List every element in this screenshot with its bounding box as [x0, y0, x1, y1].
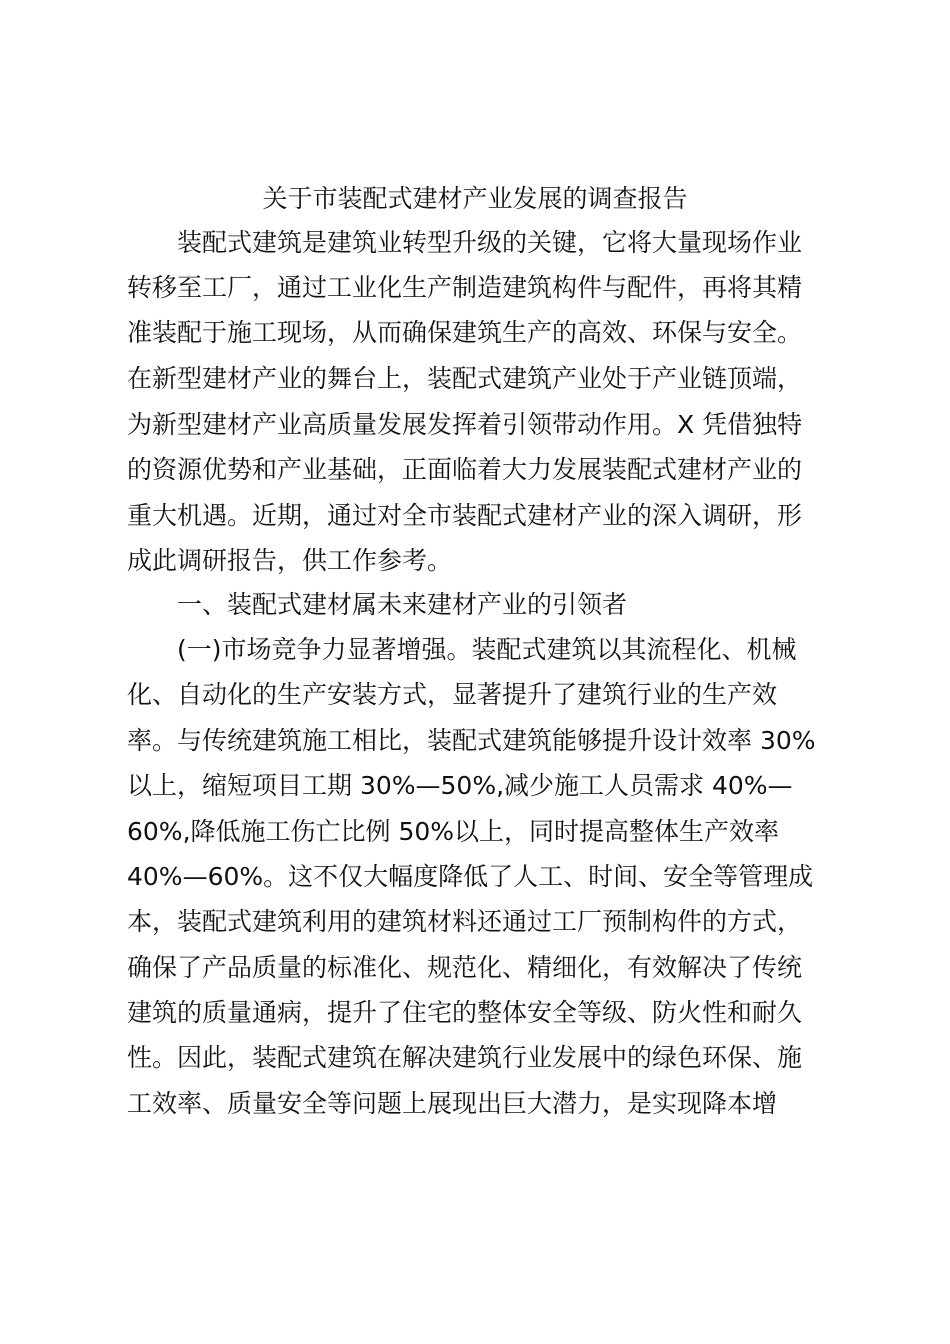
paragraph-line: 60%,降低施工伤亡比例 50%以上，同时提高整体生产效率: [127, 817, 780, 846]
paragraph-line: 40%—60%。这不仅大幅度降低了人工、时间、安全等管理成: [127, 862, 814, 891]
paragraph-line: 准装配于施工现场，从而确保建筑生产的高效、环保与安全。: [127, 318, 803, 347]
paragraph-line: 工效率、质量安全等问题上展现出巨大潜力，是实现降本增: [127, 1089, 778, 1118]
section-heading: 一、装配式建材属未来建材产业的引领者: [177, 590, 628, 619]
paragraph-line: (一)市场竞争力显著增强。装配式建筑以其流程化、机械: [177, 635, 797, 664]
paragraph-line: 在新型建材产业的舞台上，装配式建筑产业处于产业链顶端，: [127, 364, 803, 393]
paragraph-line: 成此调研报告，供工作参考。: [127, 546, 453, 575]
paragraph-line: 转移至工厂，通过工业化生产制造建筑构件与配件，再将其精: [127, 273, 803, 302]
paragraph-line: 确保了产品质量的标准化、规范化、精细化，有效解决了传统: [127, 953, 803, 982]
paragraph-line: 建筑的质量通病，提升了住宅的整体安全等级、防火性和耐久: [127, 998, 803, 1027]
paragraph-line: 为新型建材产业高质量发展发挥着引领带动作用。X 凭借独特: [127, 410, 803, 439]
document-title: 关于市装配式建材产业发展的调查报告: [262, 184, 688, 213]
paragraph-line: 率。与传统建筑施工相比，装配式建筑能够提升设计效率 30%: [127, 726, 816, 755]
paragraph-line: 装配式建筑是建筑业转型升级的关键，它将大量现场作业: [177, 228, 803, 257]
paragraph-line: 的资源优势和产业基础，正面临着大力发展装配式建材产业的: [127, 455, 803, 484]
paragraph-line: 本，装配式建筑利用的建筑材料还通过工厂预制构件的方式，: [127, 907, 803, 936]
paragraph-line: 性。因此，装配式建筑在解决建筑行业发展中的绿色环保、施: [127, 1043, 803, 1072]
paragraph-line: 重大机遇。近期，通过对全市装配式建材产业的深入调研，形: [127, 501, 803, 530]
paragraph-line: 以上，缩短项目工期 30%—50%,减少施工人员需求 40%—: [127, 771, 793, 800]
paragraph-line: 化、自动化的生产安装方式，显著提升了建筑行业的生产效: [127, 680, 778, 709]
